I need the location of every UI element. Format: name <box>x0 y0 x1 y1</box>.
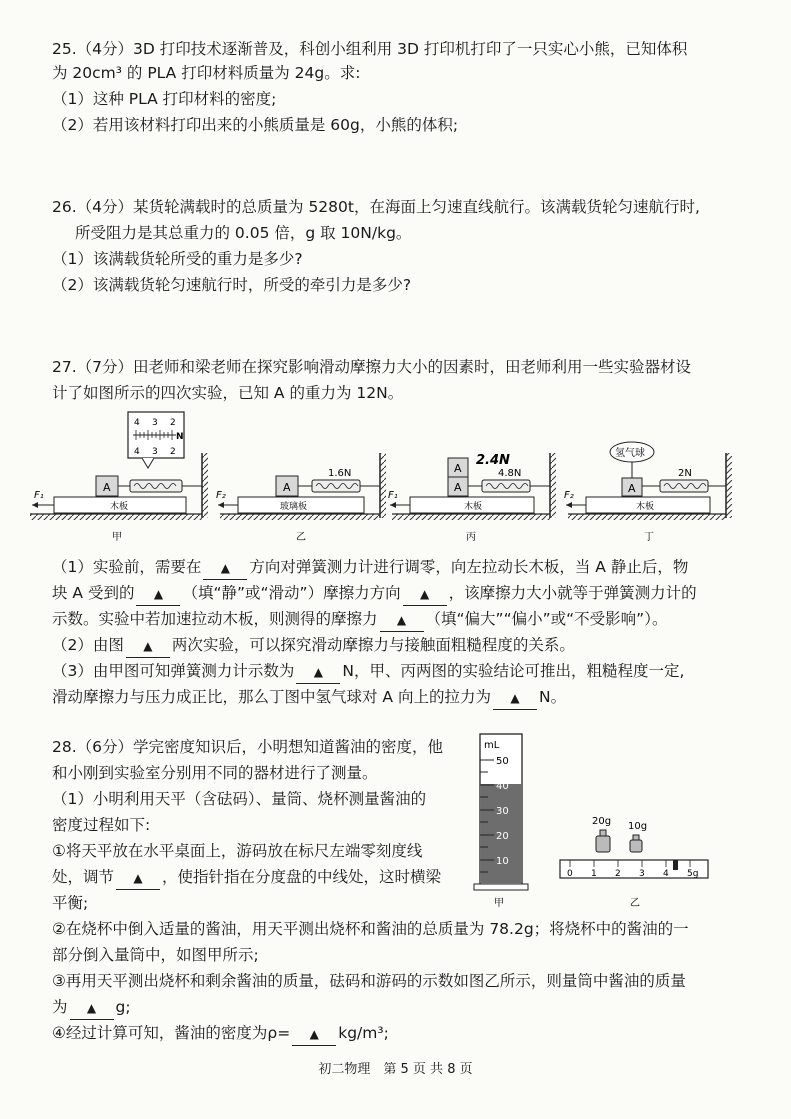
q26-sub2: （2）该满载货轮匀速航行时，所受的牵引力是多少? <box>52 276 412 294</box>
answer-blank[interactable]: ▲ <box>126 634 170 658</box>
q25-stem-line2: 为 20cm³ 的 PLA 打印材料质量为 24g。求: <box>52 64 361 82</box>
svg-text:乙: 乙 <box>630 898 640 909</box>
svg-text:氢气球: 氢气球 <box>615 448 645 459</box>
svg-text:丁: 丁 <box>644 532 654 543</box>
svg-text:0: 0 <box>567 869 573 879</box>
answer-blank[interactable]: ▲ <box>296 660 340 684</box>
svg-text:A: A <box>103 481 111 494</box>
answer-blank[interactable]: ▲ <box>203 556 247 580</box>
q28-step2-line2: 部分倒入量筒中，如图甲所示; <box>52 946 259 964</box>
q25-sub1: （1）这种 PLA 打印材料的密度; <box>52 90 277 108</box>
q27-stem-line2: 计了如图所示的四次实验，已知 A 的重力为 12N。 <box>52 384 404 402</box>
svg-text:A: A <box>283 481 291 494</box>
svg-text:4.8N: 4.8N <box>498 468 522 479</box>
svg-text:2.4N: 2.4N <box>476 453 510 468</box>
q25-stem-line1: 25.（4分）3D 打印技术逐渐普及，科创小组利用 3D 打印机打印了一只实心小熊，已知体积 <box>52 40 688 58</box>
answer-blank[interactable]: ▲ <box>70 996 114 1020</box>
svg-text:丙: 丙 <box>466 532 476 543</box>
q28-step4: ④经过计算可知，酱油的密度为ρ= ▲ kg/m³; <box>52 1022 389 1046</box>
svg-text:5g: 5g <box>687 869 699 879</box>
svg-text:2: 2 <box>170 447 176 457</box>
answer-blank[interactable]: ▲ <box>292 1022 336 1046</box>
svg-text:10g: 10g <box>628 821 648 832</box>
svg-text:木板: 木板 <box>110 502 129 512</box>
svg-text:F₂: F₂ <box>216 490 226 501</box>
q28-stem-line1: 28.（6分）学完密度知识后，小明想知道酱油的密度，他 <box>52 738 444 756</box>
svg-text:乙: 乙 <box>296 532 306 543</box>
svg-text:30: 30 <box>496 806 509 817</box>
q27-part3-line1: （3）由甲图可知弹簧测力计示数为 ▲ N，甲、丙两图的实验结论可推出，粗糙程度一定, <box>52 660 684 684</box>
q27-figure <box>30 408 770 548</box>
svg-text:3: 3 <box>152 447 158 457</box>
svg-text:20g: 20g <box>592 816 612 827</box>
svg-text:1: 1 <box>591 869 597 879</box>
q27-fig-bing <box>388 453 556 543</box>
q28-stem-line2: 和小刚到实验室分别用不同的器材进行了测量。 <box>52 764 378 782</box>
q28-balance-figure <box>556 812 716 912</box>
svg-text:3: 3 <box>152 418 158 428</box>
q27-part2: （2）由图 ▲ 两次实验，可以探究滑动摩擦力与接触面粗糙程度的关系。 <box>52 634 575 658</box>
q27-stem-line1: 27.（7分）田老师和梁老师在探究影响滑动摩擦力大小的因素时，田老师利用一些实验器材设 <box>52 358 692 376</box>
svg-text:mL: mL <box>484 740 500 751</box>
q27-part1-line1: （1）实验前，需要在 ▲ 方向对弹簧测力计进行调零，向左拉动长木板，当 A 静止后，物 <box>52 556 688 580</box>
svg-text:F₁: F₁ <box>388 490 398 501</box>
svg-text:4: 4 <box>134 418 140 428</box>
q25-sub2: （2）若用该材料打印出来的小熊质量是 60g，小熊的体积; <box>52 116 459 134</box>
svg-text:A: A <box>454 481 462 494</box>
svg-text:4: 4 <box>663 869 669 879</box>
answer-blank[interactable]: ▲ <box>493 686 537 710</box>
svg-text:40: 40 <box>496 781 509 792</box>
svg-text:A: A <box>628 482 636 495</box>
answer-blank[interactable]: ▲ <box>380 608 424 632</box>
svg-text:F₂: F₂ <box>564 490 574 501</box>
q28-part1-line1: （1）小明利用天平（含砝码）、量筒、烧杯测量酱油的 <box>52 790 427 808</box>
svg-text:甲: 甲 <box>112 532 122 543</box>
q27-part1-line3: 示数。实验中若加速拉动木板，则测得的摩擦力 ▲ （填“偏大”“偏小”或“不受影响”）。 <box>52 608 667 632</box>
q28-step1-line1: ①将天平放在水平桌面上，游码放在标尺左端零刻度线 <box>52 842 423 860</box>
q28-step3-line1: ③再用天平测出烧杯和剩余酱油的质量，砝码和游码的示数如图乙所示，则量筒中酱油的质量 <box>52 972 686 990</box>
svg-text:20: 20 <box>496 831 509 842</box>
q27-fig-jia <box>30 412 208 543</box>
q28-cylinder-figure <box>470 730 540 910</box>
svg-text:甲: 甲 <box>494 898 504 909</box>
svg-text:玻璃板: 玻璃板 <box>280 502 308 512</box>
q28-step3-line2: 为 ▲ g; <box>52 996 131 1020</box>
svg-text:N: N <box>176 432 184 442</box>
svg-text:4: 4 <box>134 447 140 457</box>
q26-sub1: （1）该满载货轮所受的重力是多少? <box>52 250 303 268</box>
q27-fig-yi <box>216 453 386 543</box>
svg-text:3: 3 <box>639 869 645 879</box>
answer-blank[interactable]: ▲ <box>136 582 180 606</box>
svg-text:10: 10 <box>496 856 509 867</box>
svg-text:2: 2 <box>170 418 176 428</box>
q27-part1-line2: 块 A 受到的 ▲ （填“静”或“滑动”）摩擦力方向 ▲ ，该摩擦力大小就等于弹簧测力计的 <box>52 582 697 606</box>
svg-text:1.6N: 1.6N <box>328 468 352 479</box>
q28-step1-line2: 处，调节 ▲ ，使指针指在分度盘的中线处，这时横梁 <box>52 866 441 890</box>
svg-text:2N: 2N <box>678 468 692 479</box>
svg-text:木板: 木板 <box>636 502 655 512</box>
answer-blank[interactable]: ▲ <box>403 582 447 606</box>
svg-text:2: 2 <box>615 869 621 879</box>
svg-text:木板: 木板 <box>464 502 483 512</box>
q26-stem-line1: 26.（4分）某货轮满载时的总质量为 5280t，在海面上匀速直线航行。该满载货轮匀速航行时, <box>52 198 700 216</box>
svg-text:F₁: F₁ <box>34 490 44 501</box>
svg-text:A: A <box>454 462 462 475</box>
q28-step1-line3: 平衡; <box>52 894 89 912</box>
q28-part1-line2: 密度过程如下: <box>52 816 151 834</box>
q28-step2-line1: ②在烧杯中倒入适量的酱油，用天平测出烧杯和酱油的总质量为 78.2g；将烧杯中的酱油的一 <box>52 920 689 938</box>
q26-stem-line2: 所受阻力是其总重力的 0.05 倍，g 取 10N/kg。 <box>75 224 412 242</box>
q27-fig-ding <box>564 442 732 543</box>
answer-blank[interactable]: ▲ <box>116 866 160 890</box>
svg-text:50: 50 <box>496 756 509 767</box>
q27-part3-line2: 滑动摩擦力与压力成正比，那么丁图中氢气球对 A 向上的拉力为 ▲ N。 <box>52 686 566 710</box>
page-footer: 初二物理 第 5 页 共 8 页 <box>318 1062 473 1077</box>
